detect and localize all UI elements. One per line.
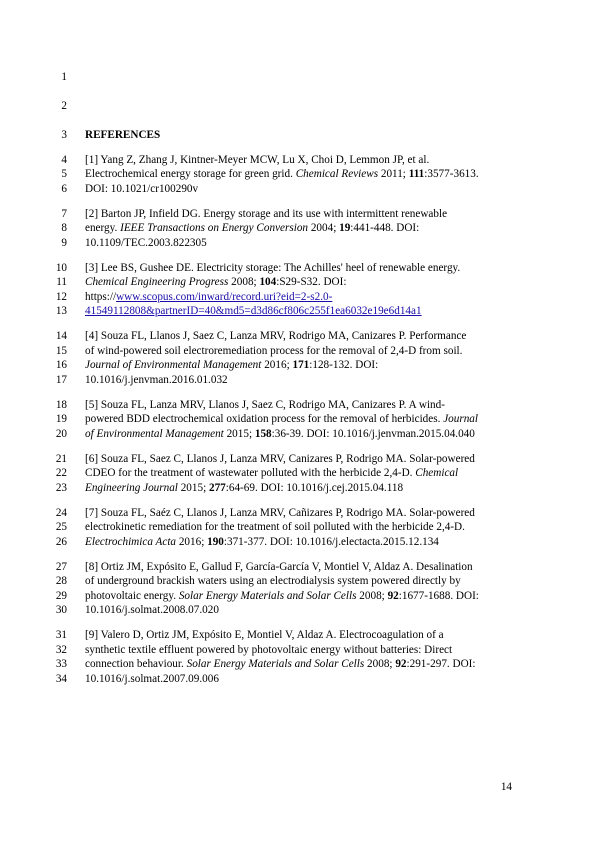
reference-line bbox=[85, 643, 525, 657]
journal-title: Chemical Reviews bbox=[295, 168, 379, 180]
reference-line bbox=[85, 481, 525, 495]
journal-title: IEEE Transactions on Energy Conversion bbox=[120, 222, 309, 234]
reference-line bbox=[85, 153, 525, 167]
reference-url-link[interactable]: www.scopus.com/inward/record.uri?eid=2-s2.0- bbox=[116, 290, 333, 303]
reference-text: 2015; bbox=[223, 427, 255, 440]
line-number: 9 bbox=[61, 236, 67, 249]
reference-line bbox=[85, 560, 525, 574]
journal-title: Solar Energy Materials and Solar Cells bbox=[178, 589, 357, 602]
reference-line bbox=[85, 628, 525, 642]
reference-text: 10.1016/j.jenvman.2016.01.032 bbox=[85, 373, 228, 386]
line-number: 12 bbox=[55, 290, 67, 303]
reference-text: 2015; bbox=[177, 481, 209, 494]
reference-text: 10.1016/j.solmat.2007.09.006 bbox=[85, 672, 219, 685]
reference-line bbox=[85, 373, 525, 387]
reference-line bbox=[85, 452, 525, 466]
reference-text: [5] Souza FL, Lanza MRV, Llanos J, Saez C, Rodrigo MA, Canizares P. A wind- bbox=[85, 398, 445, 411]
reference-line bbox=[85, 672, 525, 686]
line-number: 8 bbox=[61, 222, 67, 234]
volume-number: 158 bbox=[254, 427, 272, 440]
reference-line bbox=[85, 535, 525, 549]
reference-line bbox=[85, 603, 525, 617]
line-number: 14 bbox=[55, 330, 67, 342]
reference-text: 2008; bbox=[364, 658, 396, 670]
reference-line bbox=[85, 275, 525, 289]
reference-text: energy. bbox=[85, 222, 121, 234]
line-number: 4 bbox=[61, 153, 67, 166]
line-number: 21 bbox=[55, 452, 67, 465]
reference-text: :1677-1688. DOI: bbox=[398, 589, 479, 602]
reference-line bbox=[85, 358, 525, 372]
journal-title: Journal of Environmental Management bbox=[85, 359, 262, 371]
reference-text: :3577-3613. bbox=[424, 168, 479, 180]
line-number: 1 bbox=[61, 71, 67, 83]
reference-line bbox=[85, 398, 525, 412]
reference-line bbox=[85, 466, 525, 480]
line-number: 26 bbox=[55, 535, 67, 548]
reference-text: [6] Souza FL, Saez C, Llanos J, Lanza MRV, Canizares P, Rodrigo MA. Solar-powered bbox=[85, 452, 475, 465]
reference-line bbox=[85, 290, 525, 304]
reference-text: photovoltaic energy. bbox=[85, 589, 179, 602]
reference-text: [7] Souza FL, Saéz C, Llanos J, Lanza MRV, Cañizares P, Rodrigo MA. Solar-powered bbox=[85, 506, 475, 519]
reference-line bbox=[85, 506, 525, 520]
reference-line bbox=[85, 427, 525, 441]
line-number: 30 bbox=[55, 604, 67, 616]
reference-text: [3] Lee BS, Gushee DE. Electricity storage: The Achilles' heel of renewable energy. bbox=[85, 261, 461, 274]
reference-line bbox=[85, 329, 525, 343]
line-number: 18 bbox=[55, 398, 67, 411]
reference-line bbox=[85, 574, 525, 588]
journal-title: Solar Energy Materials and Solar Cells bbox=[186, 658, 365, 670]
line-number: 16 bbox=[55, 359, 67, 371]
journal-title: Electrochimica Acta bbox=[85, 535, 177, 548]
reference-text: 2008; bbox=[228, 276, 260, 288]
line-number: 2 bbox=[61, 100, 67, 112]
journal-title: of Environmental Management bbox=[85, 427, 224, 440]
line-number: 17 bbox=[55, 373, 67, 386]
volume-number: 111 bbox=[408, 168, 425, 180]
references-heading: REFERENCES bbox=[85, 129, 161, 141]
reference-text: [9] Valero D, Ortiz JM, Expósito E, Montiel V, Aldaz A. Electrocoagulation of a bbox=[85, 629, 444, 641]
volume-number: 104 bbox=[259, 276, 277, 288]
reference-line bbox=[85, 657, 525, 671]
reference-text: DOI: 10.1021/cr100290v bbox=[85, 182, 199, 195]
volume-number: 92 bbox=[395, 658, 407, 670]
journal-title: Chemical Engineering Progress bbox=[85, 276, 229, 288]
reference-line bbox=[85, 221, 525, 235]
journal-title: Journal bbox=[443, 413, 478, 425]
reference-line bbox=[85, 304, 525, 318]
line-number: 20 bbox=[55, 427, 67, 440]
reference-text: of wind-powered soil electroremediation process for the removal of 2,4-D from soil. bbox=[85, 344, 463, 357]
reference-text: [8] Ortiz JM, Expósito E, Gallud F, García-García V, Montiel V, Aldaz A. Desalination bbox=[85, 560, 473, 573]
reference-text: :S29-S32. DOI: bbox=[276, 276, 347, 288]
reference-text: [4] Souza FL, Llanos J, Saez C, Lanza MRV, Rodrigo MA, Canizares P. Performance bbox=[85, 330, 467, 342]
reference-line bbox=[85, 236, 525, 250]
journal-title: Chemical bbox=[415, 467, 459, 479]
reference-line bbox=[85, 261, 525, 275]
reference-text: :36-39. DOI: 10.1016/j.jenvman.2015.04.040 bbox=[271, 427, 475, 440]
reference-text: 10.1016/j.solmat.2008.07.020 bbox=[85, 604, 219, 616]
line-number: 6 bbox=[61, 182, 67, 195]
reference-text: 2016; bbox=[261, 359, 293, 371]
page-number: 14 bbox=[500, 781, 512, 793]
line-number: 13 bbox=[55, 305, 67, 317]
line-number: 24 bbox=[55, 506, 67, 519]
reference-line bbox=[85, 182, 525, 196]
reference-text: :371-377. DOI: 10.1016/j.electacta.2015.12.134 bbox=[223, 535, 439, 548]
reference-line bbox=[85, 589, 525, 603]
line-number: 28 bbox=[55, 575, 67, 587]
line-number: 31 bbox=[55, 629, 67, 641]
reference-text: :291-297. DOI: bbox=[406, 658, 476, 670]
reference-text: electrokinetic remediation for the treatment of soil polluted with the herbicide 2,4-D. bbox=[85, 521, 465, 533]
reference-text: 2004; bbox=[308, 222, 340, 234]
reference-text: Electrochemical energy storage for green grid. bbox=[85, 168, 296, 180]
line-number: 23 bbox=[55, 481, 67, 494]
journal-title: Engineering Journal bbox=[85, 481, 178, 494]
line-number: 25 bbox=[55, 521, 67, 533]
reference-text: :64-69. DOI: 10.1016/j.cej.2015.04.118 bbox=[225, 481, 404, 494]
line-number: 10 bbox=[55, 261, 67, 274]
reference-line bbox=[85, 207, 525, 221]
reference-line bbox=[85, 344, 525, 358]
volume-number: 190 bbox=[207, 535, 224, 548]
volume-number: 19 bbox=[339, 222, 351, 234]
line-number: 7 bbox=[61, 207, 67, 220]
reference-text: :128-132. DOI: bbox=[309, 359, 379, 371]
reference-line bbox=[85, 167, 525, 181]
reference-text: https:// bbox=[85, 290, 117, 303]
reference-text: :441-448. DOI: bbox=[350, 222, 420, 234]
reference-text: [1] Yang Z, Zhang J, Kintner-Meyer MCW, Lu X, Choi D, Lemmon JP, et al. bbox=[85, 153, 430, 166]
reference-line bbox=[85, 412, 525, 426]
line-number: 32 bbox=[55, 643, 67, 656]
reference-text: CDEO for the treatment of wastewater polluted with the herbicide 2,4-D. bbox=[85, 467, 416, 479]
line-number: 5 bbox=[61, 168, 67, 180]
reference-text: connection behaviour. bbox=[85, 658, 187, 670]
line-number: 34 bbox=[55, 672, 67, 685]
reference-line bbox=[85, 520, 525, 534]
reference-text: 2008; bbox=[356, 589, 388, 602]
line-number: 27 bbox=[55, 560, 67, 573]
line-number: 29 bbox=[55, 589, 67, 602]
reference-text: 2011; bbox=[378, 168, 409, 180]
volume-number: 92 bbox=[387, 589, 399, 602]
reference-text: powered BDD electrochemical oxidation process for the removal of herbicides. bbox=[85, 413, 444, 425]
reference-text: 10.1109/TEC.2003.822305 bbox=[85, 236, 207, 249]
reference-url-link[interactable]: 41549112808&partnerID=40&md5=d3d86cf806c255f1ea6032e19e6d14a1 bbox=[85, 305, 422, 317]
volume-number: 277 bbox=[208, 481, 226, 494]
reference-text: 2016; bbox=[176, 535, 208, 548]
volume-number: 171 bbox=[292, 359, 310, 371]
line-number: 33 bbox=[55, 658, 67, 670]
line-number: 15 bbox=[55, 344, 67, 357]
line-number: 19 bbox=[55, 413, 67, 425]
reference-text: [2] Barton JP, Infield DG. Energy storage and its use with intermittent renewable bbox=[85, 207, 448, 220]
reference-text: of underground brackish waters using an electrodialysis system powered directly by bbox=[85, 575, 461, 587]
line-number: 11 bbox=[56, 276, 67, 288]
reference-text: synthetic textile effluent powered by photovoltaic energy without batteries: Direct bbox=[85, 643, 453, 656]
line-number: 22 bbox=[55, 467, 67, 479]
line-number: 3 bbox=[61, 129, 67, 141]
